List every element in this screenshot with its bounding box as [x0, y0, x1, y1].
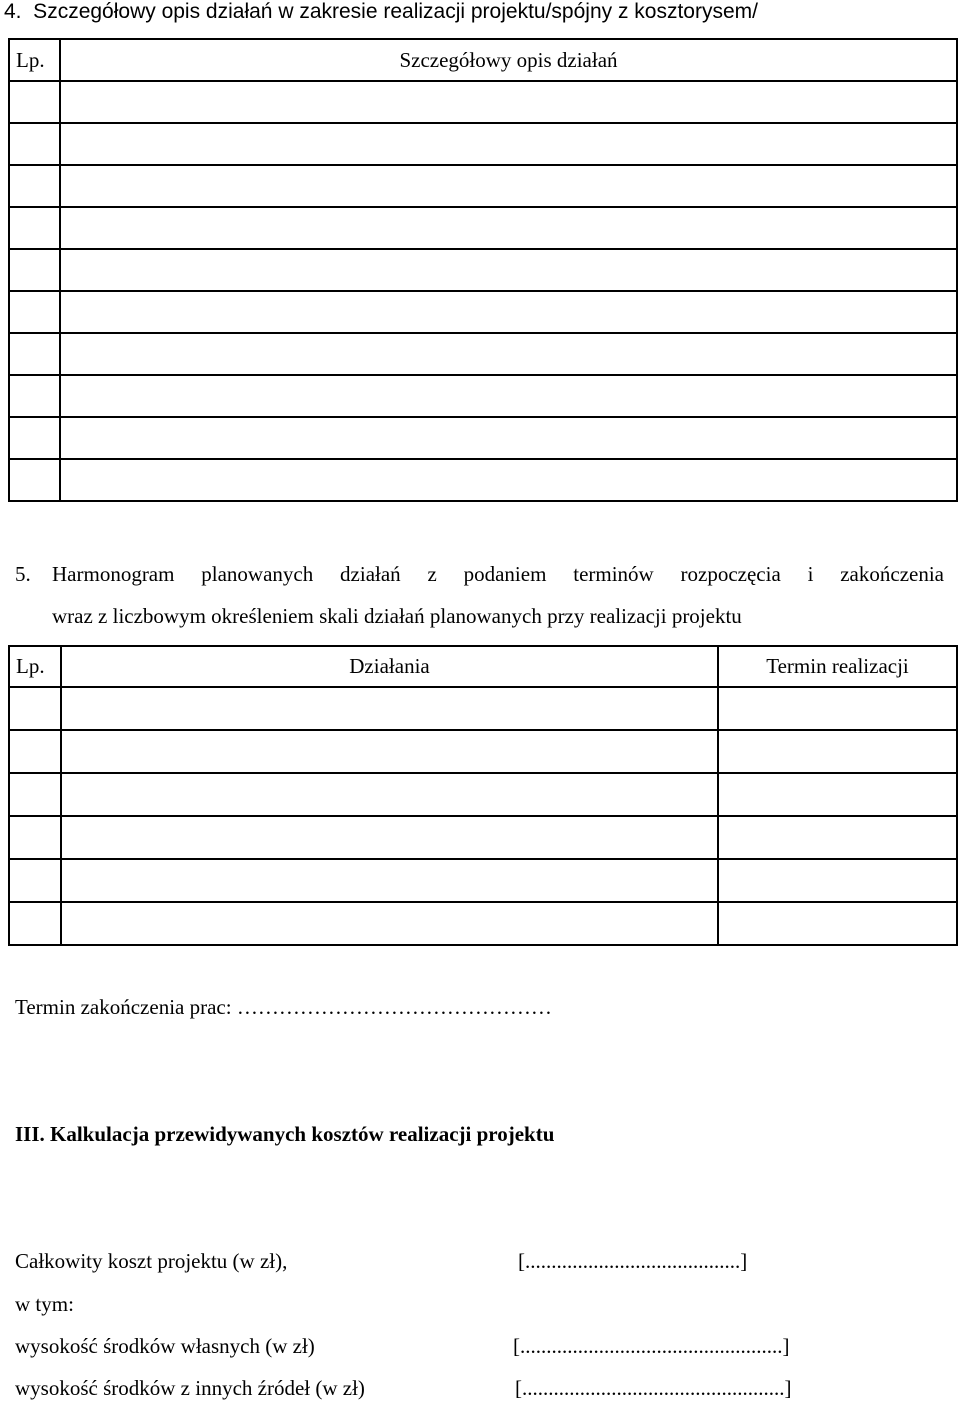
table-row	[9, 459, 957, 501]
table-row	[9, 816, 957, 859]
cell-activity[interactable]	[61, 773, 718, 816]
table-row	[9, 123, 957, 165]
own-funds-label: wysokość środków własnych (w zł)	[15, 1334, 315, 1358]
cell-lp[interactable]	[9, 207, 60, 249]
cell-description[interactable]	[60, 417, 957, 459]
cell-description[interactable]	[60, 333, 957, 375]
table-row	[9, 730, 957, 773]
cell-description[interactable]	[60, 165, 957, 207]
cell-description[interactable]	[60, 375, 957, 417]
cell-lp[interactable]	[9, 81, 60, 123]
cell-lp[interactable]	[9, 459, 60, 501]
cell-deadline[interactable]	[718, 816, 957, 859]
including-label: w tym:	[15, 1292, 74, 1316]
cell-lp[interactable]	[9, 902, 61, 945]
cell-lp[interactable]	[9, 333, 60, 375]
column-header-deadline: Termin realizacji	[718, 646, 957, 687]
cell-description[interactable]	[60, 207, 957, 249]
table-row	[9, 859, 957, 902]
cell-deadline[interactable]	[718, 859, 957, 902]
section-5-heading-line1: Harmonogram planowanych działań z podaniem terminów rozpoczęcia i zakończenia	[52, 562, 944, 586]
cell-lp[interactable]	[9, 291, 60, 333]
own-funds-field[interactable]: [..................................................]	[513, 1334, 790, 1358]
cell-description[interactable]	[60, 249, 957, 291]
column-header-activities: Działania	[61, 646, 718, 687]
cell-lp[interactable]	[9, 417, 60, 459]
section-3-heading: III. Kalkulacja przewidywanych kosztów realizacji projektu	[15, 1122, 555, 1146]
cell-description[interactable]	[60, 81, 957, 123]
cell-description[interactable]	[60, 291, 957, 333]
cell-lp[interactable]	[9, 859, 61, 902]
cell-lp[interactable]	[9, 687, 61, 730]
table-row	[9, 333, 957, 375]
cell-description[interactable]	[60, 459, 957, 501]
cell-activity[interactable]	[61, 816, 718, 859]
section-4-heading: 4. Szczegółowy opis działań w zakresie realizacji projektu/spójny z kosztorysem/	[4, 0, 758, 23]
cell-lp[interactable]	[9, 249, 60, 291]
table-row	[9, 417, 957, 459]
cell-lp[interactable]	[9, 773, 61, 816]
total-cost-label: Całkowity koszt projektu (w zł),	[15, 1249, 288, 1273]
schedule-table	[8, 645, 958, 946]
table-row	[9, 375, 957, 417]
table-row	[9, 249, 957, 291]
section-5-heading-line2: wraz z liczbowym określeniem skali działań planowanych przy realizacji projektu	[52, 604, 742, 628]
cell-lp[interactable]	[9, 123, 60, 165]
cell-deadline[interactable]	[718, 902, 957, 945]
other-funds-field[interactable]: [..................................................]	[515, 1376, 792, 1400]
table-row	[9, 291, 957, 333]
cell-deadline[interactable]	[718, 687, 957, 730]
cell-activity[interactable]	[61, 902, 718, 945]
column-header-lp: Lp.	[9, 646, 61, 687]
table-row	[9, 687, 957, 730]
cell-activity[interactable]	[61, 687, 718, 730]
cell-lp[interactable]	[9, 165, 60, 207]
section-5-number: 5.	[15, 562, 31, 586]
cell-lp[interactable]	[9, 375, 60, 417]
column-header-description: Szczegółowy opis działań	[60, 39, 957, 81]
cell-description[interactable]	[60, 123, 957, 165]
total-cost-field[interactable]: [.........................................]	[518, 1249, 748, 1273]
table-row	[9, 165, 957, 207]
cell-deadline[interactable]	[718, 773, 957, 816]
other-funds-label: wysokość środków z innych źródeł (w zł)	[15, 1376, 365, 1400]
cell-lp[interactable]	[9, 816, 61, 859]
cell-deadline[interactable]	[718, 730, 957, 773]
detailed-activities-table	[8, 38, 958, 502]
cell-activity[interactable]	[61, 859, 718, 902]
column-header-lp: Lp.	[9, 39, 60, 81]
table-row	[9, 902, 957, 945]
table-row	[9, 207, 957, 249]
table-row	[9, 81, 957, 123]
end-date-field[interactable]: Termin zakończenia prac: ………………………………………	[15, 995, 552, 1019]
cell-lp[interactable]	[9, 730, 61, 773]
cell-activity[interactable]	[61, 730, 718, 773]
table-row	[9, 773, 957, 816]
